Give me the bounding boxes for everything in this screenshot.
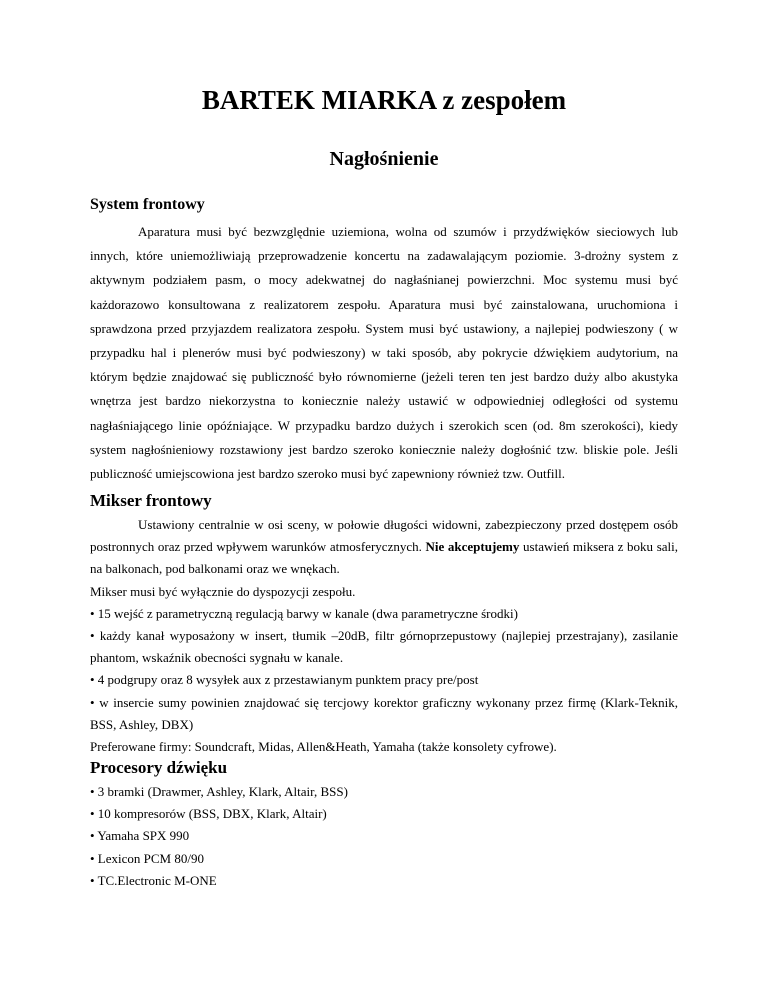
mikser-intro-bold: Nie akceptujemy bbox=[425, 539, 520, 555]
mikser-list-item: • każdy kanał wyposażony w insert, tłumik –20dB, filtr górnoprzepustowy (najlepiej przestrajany), zasilanie phantom, wskaźnik obecności sygnału w kanale. bbox=[90, 628, 678, 666]
section-heading-procesory: Procesory dźwięku bbox=[90, 758, 228, 777]
system-frontowy-paragraph: Aparatura musi być bezwzględnie uziemiona, wolna od szumów i przydźwięków sieciowych lub innych, które uniemożliwiają przeprowadzenie koncertu na zadawalającym poziomie. 3-drożny system z aktywnym podziałem pasm, o mocy adekwatnej do nagłaśnianej powierzchni. Moc systemu musi być każdorazowo konsultowana z realizatorem zespołu. Aparatura musi być zainstalowana, uruchomiona i sprawdzona przed przyjazdem realizatora zespołu. System musi być ustawiony, a najlepiej podwieszony ( w przypadku hal i plenerów musi być podwieszony) w taki sposób, aby pokrycie dźwiękiem audytorium, na którym będzie znajdować się publiczność było równomierne (jeżeli teren ten jest bardzo duży albo akustyka wnętrza jest bardzo niekorzystna to koniecznie należy ustawić w odpowiedniej odległości od systemu nagłaśniającego linie opóźniające. W przypadku bardzo dużych i szerokich scen (od. 8m szerokości), kiedy system nagłośnieniowy rozstawiony jest bardzo szeroko koniecznie należy dogłośnić tzw. bliskie pole. Jeśli publiczność umiejscowiona jest bardzo szeroko musi być zapewniony również tzw. Outfill. bbox=[90, 224, 678, 482]
mikser-list-item: • w insercie sumy powinien znajdować się tercjowy korektor graficzny wykonany przez firmę (Klark-Teknik, BSS, Ashley, DBX) bbox=[90, 694, 678, 732]
procesor-list-item: • 10 kompresorów (BSS, DBX, Klark, Altair) bbox=[90, 806, 327, 822]
procesor-list-item: • 3 bramki (Drawmer, Ashley, Klark, Altair, BSS) bbox=[90, 784, 348, 799]
document-title: BARTEK MIARKA z zespołem bbox=[201, 85, 567, 115]
section-mikser-frontowy bbox=[90, 514, 678, 758]
procesor-list-item: • Yamaha SPX 990 bbox=[90, 828, 190, 844]
procesor-list-item: • Lexicon PCM 80/90 bbox=[90, 850, 204, 866]
section-heading-system-frontowy: System frontowy bbox=[90, 196, 205, 213]
section-system-frontowy bbox=[90, 220, 678, 486]
mikser-exclusive-line: Mikser musi być wyłącznie do dyspozycji zespołu. bbox=[90, 583, 356, 599]
mikser-preferred-brands: Preferowane firmy: Soundcraft, Midas, Allen&Heath, Yamaha (także konsolety cyfrowe). bbox=[90, 739, 557, 755]
mikser-list-item: • 4 podgrupy oraz 8 wysyłek aux z przestawianym punktem pracy pre/post bbox=[90, 672, 479, 688]
mikser-intro-paragraph bbox=[90, 514, 678, 581]
mikser-intro-text: Ustawiony centralnie w osi sceny, w połowie długości widowni, zabezpieczony przed dostępem osób postronnych oraz przed wpływem warunków atmosferycznych. bbox=[90, 517, 678, 555]
section-procesory bbox=[90, 781, 678, 892]
mikser-intro-text-end: ustawień miksera z boku sali, na balkonach, pod balkonami oraz we wnękach. bbox=[90, 539, 678, 577]
section-heading-mikser-frontowy: Mikser frontowy bbox=[90, 491, 212, 510]
document-subtitle: Nagłośnienie bbox=[329, 148, 439, 170]
mikser-list-item: • 15 wejść z parametryczną regulacją barwy w kanale (dwa parametryczne środki) bbox=[90, 605, 518, 621]
procesor-list-item: • TC.Electronic M-ONE bbox=[90, 872, 217, 888]
